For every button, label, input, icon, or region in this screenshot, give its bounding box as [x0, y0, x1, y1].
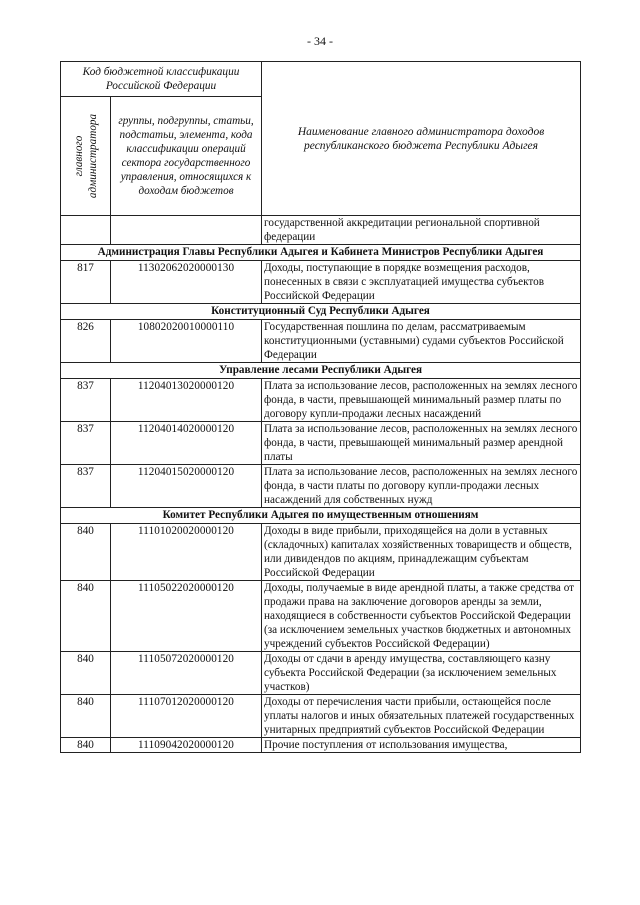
kbk-header: Код бюджетной классификации Российской Федерации: [61, 62, 262, 97]
admin-code-cell: 817: [61, 261, 111, 304]
kbk-code-cell: 11109042020000120: [111, 738, 262, 753]
admin-code-cell: 837: [61, 465, 111, 508]
kbk-code-cell: 11302062020000130: [111, 261, 262, 304]
section-header-row: [61, 508, 581, 524]
section-title: Конституционный Суд Республики Адыгея: [61, 304, 581, 320]
admin-code-cell: 840: [61, 695, 111, 738]
revenue-name-cell: Доходы, поступающие в порядке возмещения расходов, понесенных в связи с эксплуатацией имущества субъектов Российской Федерации: [262, 261, 581, 304]
table-row: [61, 465, 581, 508]
table-row: [61, 422, 581, 465]
revenue-name-cell: Доходы, получаемые в виде арендной платы, а также средства от продажи права на заключение договоров аренды за земли, находящиеся в собственности субъектов Российской Федерации (за исключением земельных участков бюджетных и автономных учреждений субъектов Российской Федерации): [262, 581, 581, 652]
revenue-name-cell: Плата за использование лесов, расположенных на землях лесного фонда, в части платы по договору купли-продажи лесных насаждений для собственных нужд: [262, 465, 581, 508]
section-header-row: [61, 304, 581, 320]
admin-code-cell: 826: [61, 320, 111, 363]
admin-code-cell: 840: [61, 652, 111, 695]
admin-code-cell: 837: [61, 379, 111, 422]
section-header-row: [61, 245, 581, 261]
continuation-text: государственной аккредитации региональной спортивной федерации: [262, 216, 581, 245]
admin-code-cell: 837: [61, 422, 111, 465]
table-row: [61, 738, 581, 753]
revenue-name-cell: Плата за использование лесов, расположенных на землях лесного фонда, в части, превышающей минимальный размер платы по договору купли-продажи лесных насаждений: [262, 379, 581, 422]
kbk-code-cell: 11105022020000120: [111, 581, 262, 652]
kbk-code-cell: 11101020020000120: [111, 524, 262, 581]
table-body: [61, 216, 581, 753]
revenue-name-cell: Доходы от сдачи в аренду имущества, составляющего казну субъекта Российской Федерации (за исключением земельных участков): [262, 652, 581, 695]
page-number: - 34 -: [307, 34, 333, 48]
table-row: [61, 261, 581, 304]
revenue-name-cell: Прочие поступления от использования имущества,: [262, 738, 581, 753]
budget-classification-table: [60, 61, 581, 753]
revenue-name-cell: Государственная пошлина по делам, рассматриваемым конституционными (уставными) судами субъектов Российской Федерации: [262, 320, 581, 363]
table-row: [61, 524, 581, 581]
revenue-name-cell: Доходы в виде прибыли, приходящейся на доли в уставных (складочных) капиталах хозяйственных товариществ и обществ, или дивидендов по акциям, принадлежащим субъектам Российской Федерации: [262, 524, 581, 581]
section-title: Администрация Главы Республики Адыгея и Кабинета Министров Республики Адыгея: [61, 245, 581, 261]
admin-code-cell: 840: [61, 738, 111, 753]
table-row: [61, 320, 581, 363]
revenue-name-cell: Плата за использование лесов, расположенных на землях лесного фонда, в части, превышающей минимальный размер арендной платы: [262, 422, 581, 465]
section-title: Управление лесами Республики Адыгея: [61, 363, 581, 379]
table-row: [61, 379, 581, 422]
section-title: Комитет Республики Адыгея по имущественным отношениям: [61, 508, 581, 524]
continuation-row: [61, 216, 581, 245]
group-code-header: группы, подгруппы, статьи, подстатьи, элемента, кода классификации операций сектора государственного управления, относящихся к доходам бюджетов: [111, 97, 262, 216]
table-row: [61, 581, 581, 652]
admin-code-cell: 840: [61, 581, 111, 652]
kbk-code-cell: 11107012020000120: [111, 695, 262, 738]
admin-code-cell: 840: [61, 524, 111, 581]
admin-code-header: главного администратора: [61, 97, 111, 216]
table-row: [61, 695, 581, 738]
kbk-code-cell: 11204014020000120: [111, 422, 262, 465]
admin-name-header: Наименование главного администратора доходов республиканского бюджета Республики Адыгея: [262, 62, 581, 216]
kbk-code-cell: 11204015020000120: [111, 465, 262, 508]
table-row: [61, 652, 581, 695]
kbk-code-cell: 11105072020000120: [111, 652, 262, 695]
kbk-code-cell: 11204013020000120: [111, 379, 262, 422]
section-header-row: [61, 363, 581, 379]
revenue-name-cell: Доходы от перечисления части прибыли, остающейся после уплаты налогов и иных обязательных платежей государственных унитарных предприятий субъектов Российской Федерации: [262, 695, 581, 738]
kbk-code-cell: 10802020010000110: [111, 320, 262, 363]
